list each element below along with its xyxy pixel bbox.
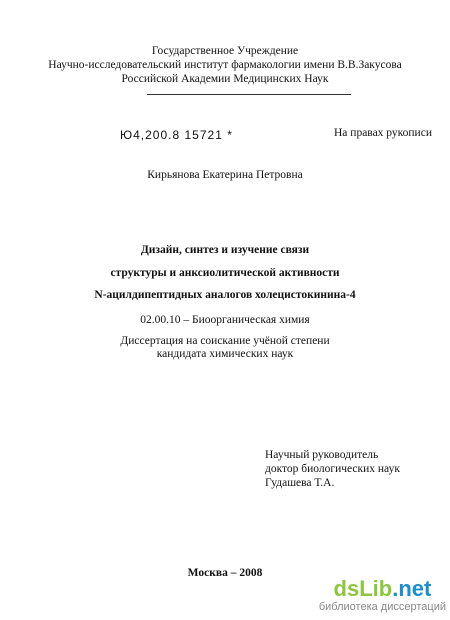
header-divider — [147, 94, 351, 95]
institution-line-2: Научно-исследовательский институт фармакологии имени В.В.Закусова — [48, 59, 402, 71]
title-line-1: Дизайн, синтез и изучение связи — [140, 244, 310, 256]
title-line-2: структуры и анксиолитической активности — [110, 267, 340, 279]
institution-line-3: Российской Академии Медицинских Наук — [121, 73, 329, 85]
dslib-logo: dsLib.net — [333, 576, 432, 601]
institution-line-1: Государственное Учреждение — [151, 45, 299, 57]
advisor-role: Научный руководитель — [265, 449, 379, 461]
advisor-degree: доктор биологических наук — [265, 463, 400, 475]
rights-notice: На правах рукописи — [334, 127, 432, 139]
dslib-watermark[interactable] — [319, 578, 446, 614]
specialty-code: 02.00.10 – Биоорганическая химия — [140, 314, 310, 326]
author-name: Кирьянова Екатерина Петровна — [147, 169, 303, 181]
advisor-name: Гудашева Т.А. — [265, 477, 335, 489]
library-stamp: Ю4,200.8 15721 * — [120, 128, 233, 142]
title-line-3: N-ацилдипептидных аналогов холецистокинина-4 — [94, 289, 356, 301]
degree-line-1: Диссертация на соискание учёной степени — [120, 335, 330, 347]
city-year: Москва – 2008 — [187, 567, 263, 579]
degree-line-2: кандидата химических наук — [156, 348, 294, 360]
watermark-subtitle: библиотека диссертаций — [318, 601, 446, 613]
